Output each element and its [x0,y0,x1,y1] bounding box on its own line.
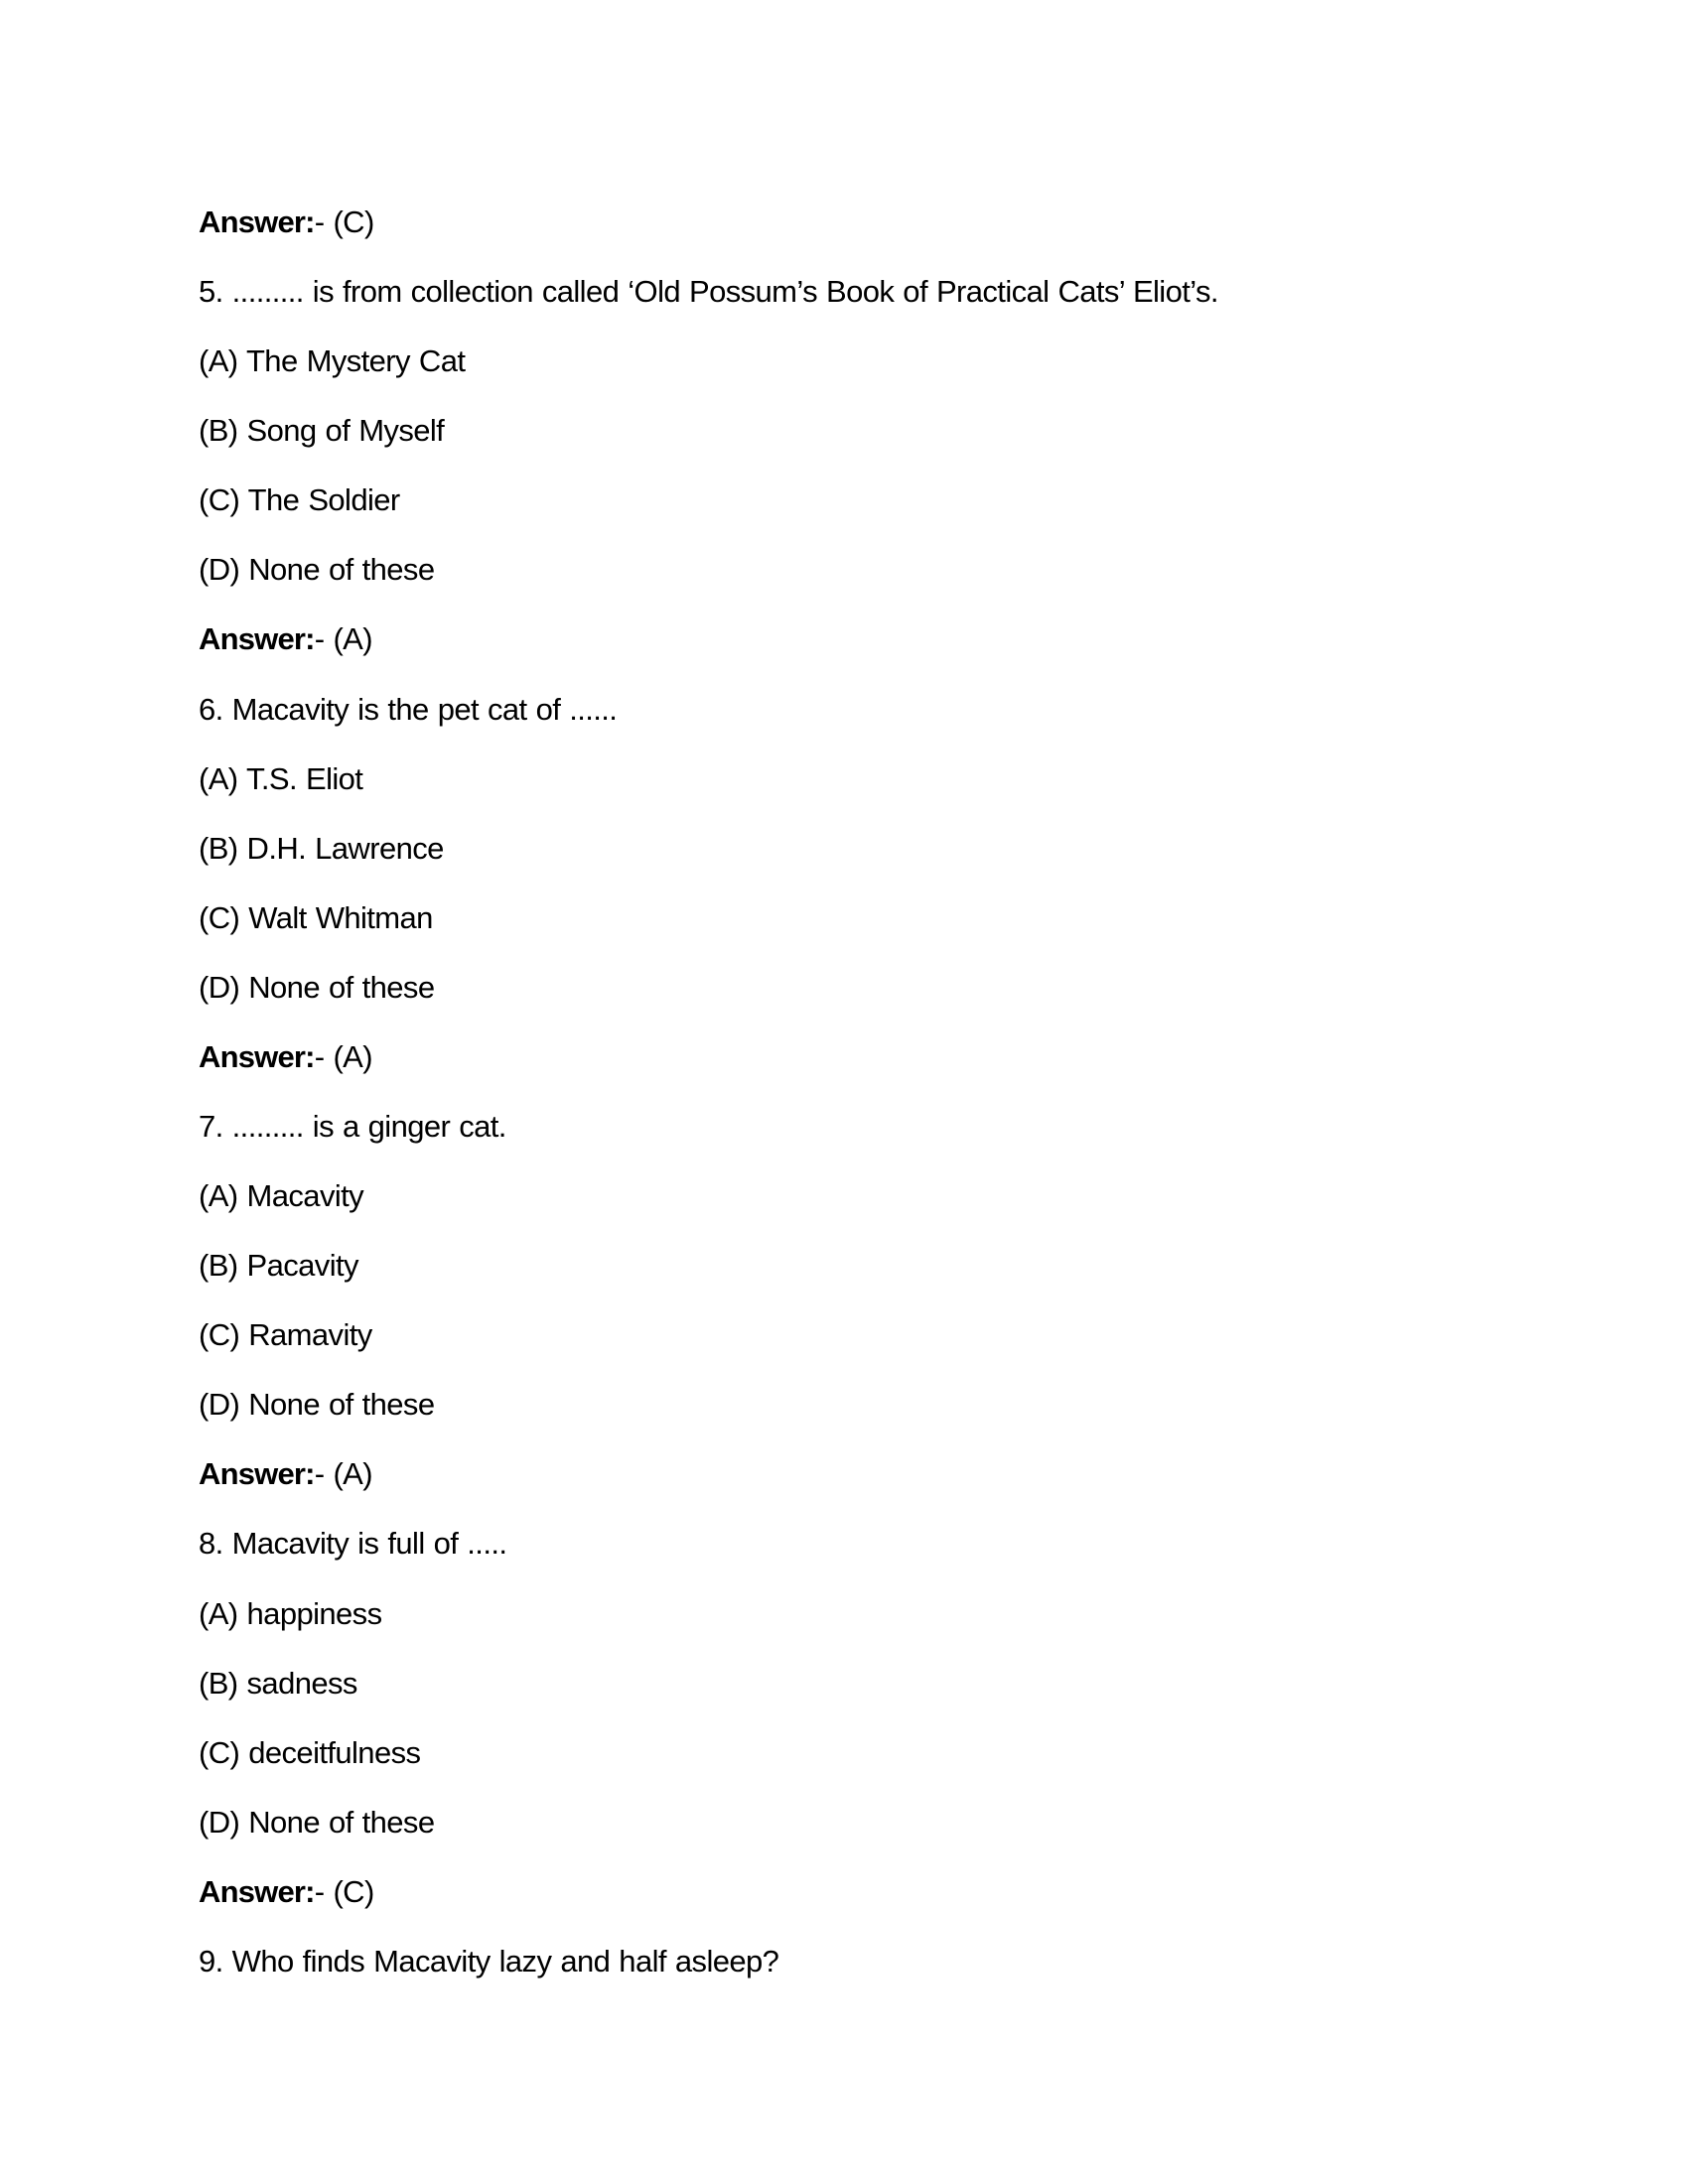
question-9-text: 9. Who finds Macavity lazy and half asleep? [199,1943,779,1979]
answer-label: Answer: [199,1873,315,1909]
question-5-option-b: (B) Song of Myself [199,413,445,449]
question-5-option-d: (D) None of these [199,552,435,588]
answer-value: - (C) [314,1873,374,1909]
answer-value: - (A) [314,1038,372,1074]
answer-line [199,1439,1489,1509]
document-body [199,188,1489,1996]
answer-label: Answer: [199,205,315,239]
answer-value: - (A) [314,621,372,657]
answer-line [199,1023,1489,1092]
question-8-option-b: (B) sadness [199,1665,357,1701]
question-6-option-a: (A) T.S. Eliot [199,760,363,796]
question-6-option-b: (B) D.H. Lawrence [199,830,444,866]
answer-line [199,605,1489,674]
question-5-text: 5. ......... is from collection called ‘Old Possum’s Book of Practical Cats’ Eliot’s. [199,274,1218,310]
question-7-option-c: (C) Ramavity [199,1317,372,1353]
question-5-option-c: (C) The Soldier [199,482,400,518]
question-7-text: 7. ......... is a ginger cat. [199,1109,506,1145]
question-8-text: 8. Macavity is full of ..... [199,1526,507,1562]
question-7-option-b: (B) Pacavity [199,1248,358,1284]
question-8-option-a: (A) happiness [199,1595,382,1631]
answer-line [199,188,1489,257]
question-5-option-a: (A) The Mystery Cat [199,343,466,379]
answer-value: - (A) [314,1456,372,1492]
answer-label: Answer: [199,621,315,657]
answer-label: Answer: [199,1456,315,1492]
question-8-option-d: (D) None of these [199,1804,435,1840]
question-7-option-d: (D) None of these [199,1387,435,1423]
question-6-text: 6. Macavity is the pet cat of ...... [199,691,618,727]
answer-line [199,1857,1489,1927]
answer-value: - (C) [314,205,374,239]
question-7-option-a: (A) Macavity [199,1178,364,1214]
question-8-option-c: (C) deceitfulness [199,1734,421,1770]
answer-label: Answer: [199,1038,315,1074]
question-6-option-d: (D) None of these [199,969,435,1005]
question-6-option-c: (C) Walt Whitman [199,899,433,935]
